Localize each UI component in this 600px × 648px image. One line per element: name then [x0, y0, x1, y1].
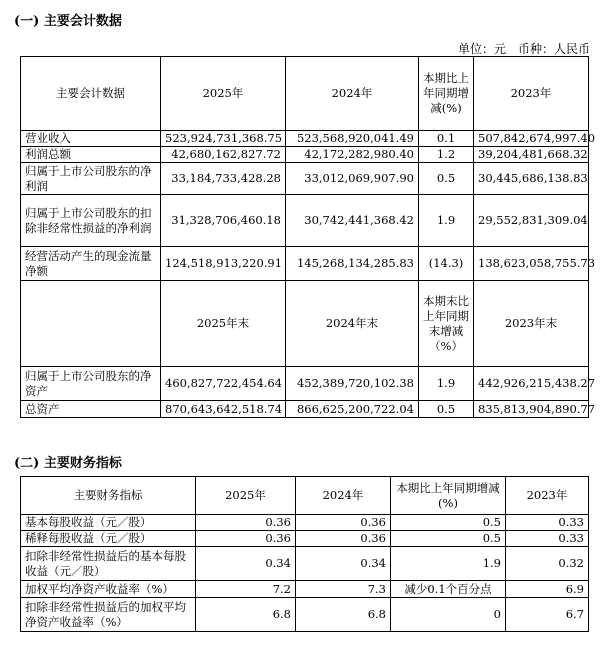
cell-value: 0.5 [391, 515, 506, 531]
cell-value: 507,842,674,997.40 [474, 131, 589, 147]
cell-value: 1.9 [391, 547, 506, 581]
cell-value: 33,012,069,907.90 [286, 163, 419, 195]
cell-value: 30,742,441,368.42 [286, 195, 419, 247]
row-label: 利润总额 [21, 147, 161, 163]
cell-value: 0.32 [506, 547, 589, 581]
cell-value: 523,924,731,368.75 [161, 131, 286, 147]
cell-value: 0.5 [419, 163, 474, 195]
cell-value: 7.3 [296, 581, 391, 598]
cell-value: 452,389,720,102.38 [286, 367, 419, 401]
table-row [21, 147, 589, 163]
header-cell: 2023年末 [474, 281, 589, 367]
cell-value: 145,268,134,285.83 [286, 247, 419, 281]
cell-value: 6.7 [506, 598, 589, 632]
table-row [21, 515, 589, 531]
header-cell: 本期比上年同期增减(%) [419, 57, 474, 131]
header-cell: 2023年 [506, 477, 589, 515]
table-header-row [21, 57, 589, 131]
cell-value: (14.3) [419, 247, 474, 281]
row-label: 稀释每股收益（元／股） [21, 531, 196, 547]
header-cell: 2025年 [161, 57, 286, 131]
row-label: 归属于上市公司股东的净资产 [21, 367, 161, 401]
table-row [21, 531, 589, 547]
header-cell: 2023年 [474, 57, 589, 131]
cell-value: 870,643,642,518.74 [161, 401, 286, 418]
table-row [21, 247, 589, 281]
cell-value: 442,926,215,438.27 [474, 367, 589, 401]
row-label: 加权平均净资产收益率（%） [21, 581, 196, 598]
header-cell: 2025年 [196, 477, 296, 515]
cell-value: 1.9 [419, 195, 474, 247]
row-label: 归属于上市公司股东的扣除非经常性损益的净利润 [21, 195, 161, 247]
cell-value: 6.8 [296, 598, 391, 632]
cell-value: 523,568,920,041.49 [286, 131, 419, 147]
cell-value: 0.34 [296, 547, 391, 581]
cell-value: 31,328,706,460.18 [161, 195, 286, 247]
cell-value: 6.9 [506, 581, 589, 598]
row-label: 总资产 [21, 401, 161, 418]
header-cell: 主要财务指标 [21, 477, 196, 515]
cell-value: 138,623,058,755.73 [474, 247, 589, 281]
cell-value: 0.1 [419, 131, 474, 147]
section2-title: (二) 主要财务指标 [14, 456, 122, 471]
cell-value: 0.33 [506, 515, 589, 531]
cell-value: 0.36 [296, 531, 391, 547]
table-row [21, 547, 589, 581]
row-label: 归属于上市公司股东的净利润 [21, 163, 161, 195]
header-cell: 本期比上年同期增减(%) [391, 477, 506, 515]
cell-value: 33,184,733,428.28 [161, 163, 286, 195]
row-label: 经营活动产生的现金流量净额 [21, 247, 161, 281]
header-cell: 主要会计数据 [21, 57, 161, 131]
table-row [21, 401, 589, 418]
table-row [21, 598, 589, 632]
accounting-data-table [20, 56, 596, 418]
cell-value: 7.2 [196, 581, 296, 598]
cell-value: 30,445,686,138.83 [474, 163, 589, 195]
cell-value: 866,625,200,722.04 [286, 401, 419, 418]
cell-value: 0.36 [196, 531, 296, 547]
cell-value: 39,204,481,668.32 [474, 147, 589, 163]
header-cell: 2024年 [286, 57, 419, 131]
table-row [21, 163, 589, 195]
financial-indicators-table [20, 476, 589, 632]
header-cell: 2025年末 [161, 281, 286, 367]
cell-value: 0.36 [196, 515, 296, 531]
table-row [21, 131, 589, 147]
row-label: 基本每股收益（元／股） [21, 515, 196, 531]
cell-value: 42,680,162,827.72 [161, 147, 286, 163]
header-cell: 本期末比上年同期末增减（%） [419, 281, 474, 367]
section1-title: (一) 主要会计数据 [14, 14, 122, 29]
table-header-row [21, 477, 589, 515]
header-cell: 2024年末 [286, 281, 419, 367]
row-label: 扣除非经常性损益后的加权平均净资产收益率（%） [21, 598, 196, 632]
row-label: 扣除非经常性损益后的基本每股收益（元／股） [21, 547, 196, 581]
cell-value: 835,813,904,890.77 [474, 401, 589, 418]
cell-value: 0.34 [196, 547, 296, 581]
cell-value: 1.2 [419, 147, 474, 163]
cell-value: 0.33 [506, 531, 589, 547]
cell-value: 29,552,831,309.04 [474, 195, 589, 247]
cell-value: 1.9 [419, 367, 474, 401]
cell-value: 460,827,722,454.64 [161, 367, 286, 401]
row-label: 营业收入 [21, 131, 161, 147]
cell-value: 0.36 [296, 515, 391, 531]
table-header-row [21, 281, 589, 367]
cell-value: 0.5 [419, 401, 474, 418]
cell-value: 42,172,282,980.40 [286, 147, 419, 163]
header-cell: 2024年 [296, 477, 391, 515]
unit-label: 单位：元 币种：人民币 [457, 42, 590, 56]
cell-value: 0.5 [391, 531, 506, 547]
empty-cell [21, 281, 161, 367]
cell-value: 124,518,913,220.91 [161, 247, 286, 281]
table-row [21, 195, 589, 247]
table-row [21, 367, 589, 401]
cell-value: 6.8 [196, 598, 296, 632]
cell-value: 0 [391, 598, 506, 632]
cell-value: 减少0.1个百分点 [391, 581, 506, 598]
table-row [21, 581, 589, 598]
